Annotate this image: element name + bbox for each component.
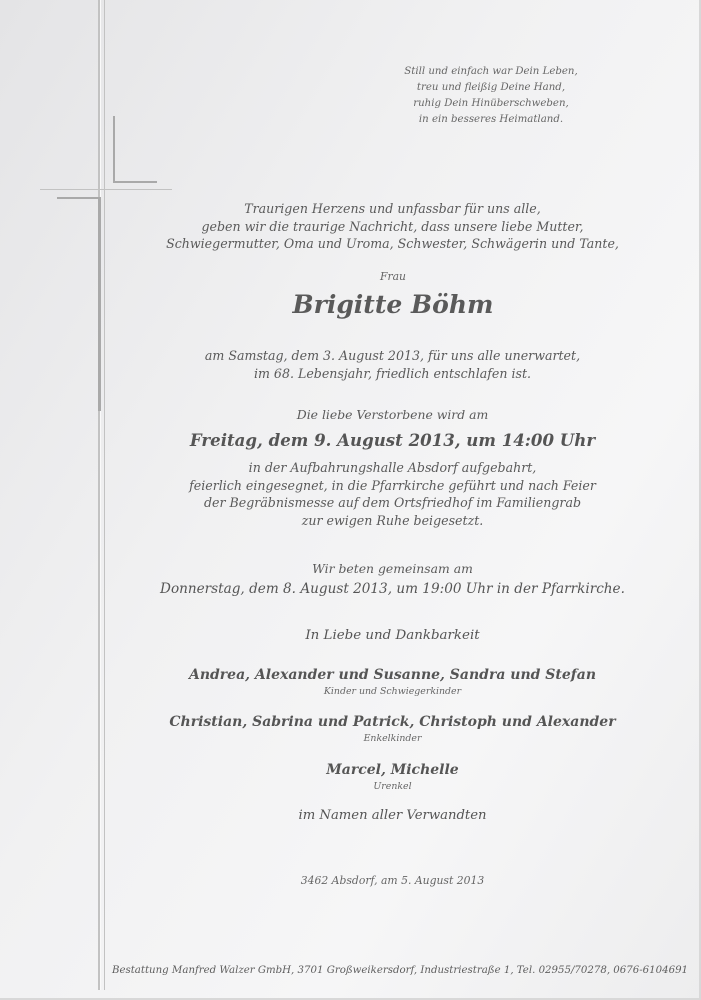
mourner-names: Christian, Sabrina und Patrick, Christoph und Alexander: [169, 714, 616, 730]
cross-bar-right: [113, 181, 157, 183]
poem-line: treu und fleißig Deine Hand,: [416, 82, 566, 93]
cross-vertical-top: [113, 116, 115, 183]
death-line: am Samstag, dem 3. August 2013, für uns alle unerwartet,: [204, 348, 581, 363]
deceased-name: Brigitte Böhm: [292, 290, 494, 319]
border-line-left-inner: [104, 0, 105, 990]
intro-line: geben wir die traurige Nachricht, dass unsere liebe Mutter,: [201, 218, 584, 234]
prayer-date: Donnerstag, dem 8. August 2013, um 19:00 Uhr in der Pfarrkirche.: [160, 581, 625, 597]
death-line: im 68. Lebensjahr, friedlich entschlafen ist.: [253, 365, 532, 381]
funeral-line: feierlich eingesegnet, in die Pfarrkirche geführt und nach Feier: [189, 477, 596, 493]
intro-line: Traurigen Herzens und unfassbar für uns alle,: [244, 201, 541, 216]
funeral-date: Freitag, dem 9. August 2013, um 14:00 Uhr: [189, 430, 596, 450]
mourner-relation: Urenkel: [373, 781, 412, 792]
closing-phrase: In Liebe und Dankbarkeit: [305, 628, 480, 643]
mourner-names: Marcel, Michelle: [326, 762, 459, 778]
cross-vertical-bottom: [98, 197, 101, 411]
border-line-left-highlight: [100, 0, 101, 990]
funeral-details: [150, 459, 635, 529]
funeral-line: der Begräbnismesse auf dem Ortsfriedhof im Familiengrab: [203, 495, 582, 510]
cross-bar-left: [57, 197, 100, 199]
cross-horizontal-bar: [40, 189, 172, 190]
poem-line: in ein besseres Heimatland.: [418, 114, 564, 125]
announcement-intro: [150, 200, 635, 253]
relatives-line: im Namen aller Verwandten: [298, 808, 487, 823]
mourner-relation: Enkelkinder: [363, 733, 422, 744]
funeral-line: zur ewigen Ruhe beigesetzt.: [301, 512, 484, 528]
mourner-names: Andrea, Alexander und Susanne, Sandra und Stefan: [188, 667, 597, 683]
place-date: 3462 Absdorf, am 5. August 2013: [300, 874, 485, 887]
poem-line: ruhig Dein Hinüberschweben,: [413, 98, 569, 109]
funeral-line: in der Aufbahrungshalle Absdorf aufgebahrt,: [248, 460, 537, 475]
funeral-lead: Die liebe Verstorbene wird am: [296, 407, 489, 422]
funeral-home-footer: Bestattung Manfred Walzer GmbH, 3701 Großweikersdorf, Industriestraße 1, Tel. 02955/70278, 0676-6104691: [111, 965, 689, 976]
poem-line: Still und einfach war Dein Leben,: [404, 66, 578, 77]
poem: [390, 64, 592, 128]
death-notice: [150, 347, 635, 382]
prayer-lead: Wir beten gemeinsam am: [312, 561, 473, 576]
intro-line: Schwiegermutter, Oma und Uroma, Schwester, Schwägerin und Tante,: [166, 236, 619, 251]
mourner-relation: Kinder und Schwiegerkinder: [323, 686, 462, 697]
salutation: Frau: [379, 270, 407, 283]
